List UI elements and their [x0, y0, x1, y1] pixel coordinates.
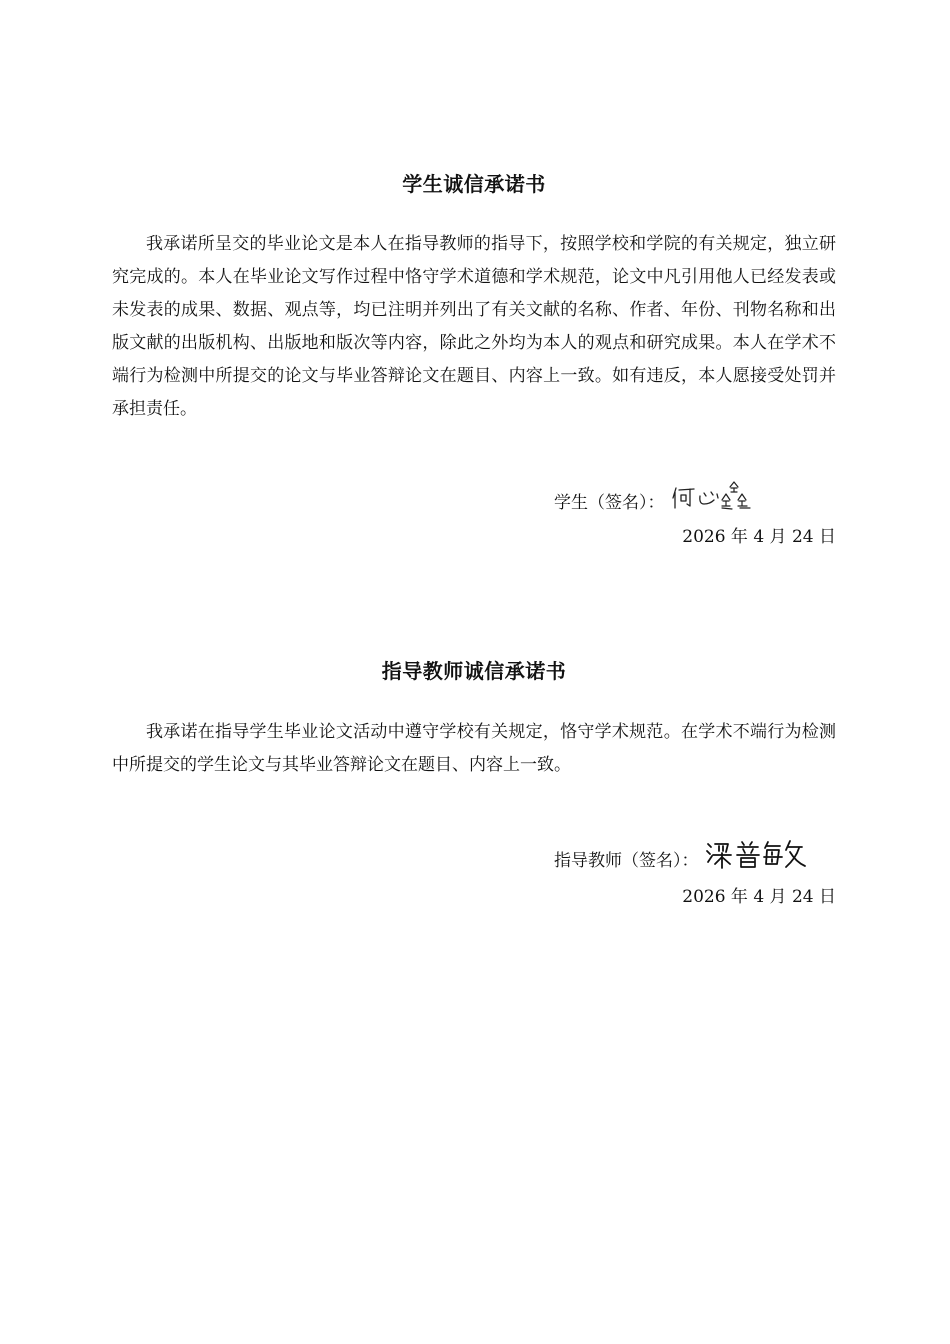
- advisor-pledge-title: 指导教师诚信承诺书: [381, 659, 567, 683]
- advisor-pledge-body-container: [112, 716, 836, 782]
- student-pledge-section: [112, 168, 836, 197]
- advisor-signature-label: 指导教师（签名）：: [554, 851, 699, 871]
- student-sign-date: 2026 年 4 月 24 日: [682, 527, 836, 547]
- student-signature-label: 学生（签名）：: [554, 493, 665, 513]
- advisor-handwritten-signature: [704, 836, 814, 881]
- student-pledge-body-container: [112, 228, 836, 426]
- student-pledge-title: 学生诚信承诺书: [402, 172, 546, 196]
- advisor-pledge-body: 我承诺在指导学生毕业论文活动中遵守学校有关规定，恪守学术规范。在学术不端行为检测中所提交的学生论文与其毕业答辩论文在题目、内容上一致。: [112, 722, 836, 775]
- advisor-pledge-section: [112, 655, 836, 684]
- student-pledge-body: 我承诺所呈交的毕业论文是本人在指导教师的指导下，按照学校和学院的有关规定，独立研究完成的。本人在毕业论文写作过程中恪守学术道德和学术规范，论文中凡引用他人已经发表或未发表的成果、数据、观点等，均已注明并列出了有关文献的名称、作者、年份、刊物名称和出版文献的出版机构、出版地和版次等内容，除此之外均为本人的观点和研究成果。本人在学术不端行为检测中所提交的论文与毕业答辩论文在题目、内容上一致。如有违反，本人愿接受处罚并承担责任。: [112, 234, 836, 419]
- student-handwritten-signature: [670, 478, 770, 523]
- student-signature-line: [554, 478, 770, 523]
- advisor-sign-date: 2026 年 4 月 24 日: [682, 887, 836, 907]
- advisor-signature-line: [554, 836, 814, 881]
